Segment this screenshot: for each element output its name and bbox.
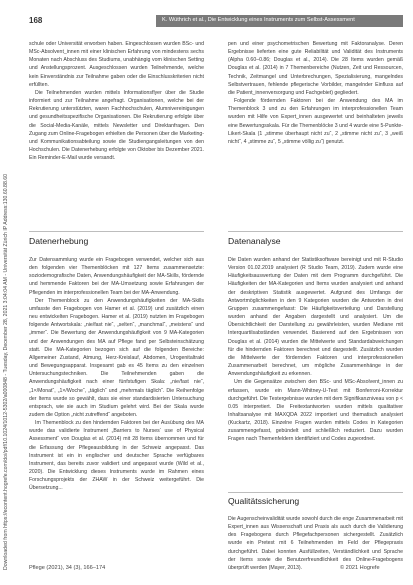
right-column-middle	[228, 256, 403, 482]
paragraph: Folgende fördernden Faktoren bei der Anwendung des MA im Themenblock 3 und zu den Erfahrungen im interprofessionellen Team wurden mit Hilfe von Expert_innen ausgewertet und beinhalteten jeweils eine Bewertungsskala. Für die Themenblöcke 3 und 4 wurde eine 5-Punkte-Likert-Skala (1 „stimme überhaupt nicht zu“, 2 „stimme nicht zu“, 3 „weiß nicht“, 4 „stimme zu“, 5 „stimme völlig zu“) genutzt.	[228, 98, 403, 145]
section-rule	[29, 231, 204, 232]
page-number: 168	[29, 16, 43, 25]
left-column-bottom	[29, 256, 204, 556]
running-header-title: K. Wüthrich et al., Die Entwicklung eines Instruments zum Selbst-Assessment	[162, 17, 355, 23]
paragraph: Zur Datensammlung wurde ein Fragebogen verwendet, welcher sich aus den folgenden vier Themenblöcken mit 127 Items zusammensetzte: soziodemografische Daten, Anwendungshäufigkeit der MA-Skills, fördernde und hemmende Faktoren bei der MA-Umsetzung sowie Erfahrungen der Pflegenden im interprofessionellen Team bei der MA-Anwendung.	[29, 257, 204, 296]
footer-citation: Pflege (2021), 34 (3), 166–174	[29, 565, 106, 571]
paragraph: pen und einer psychometrischen Bewertung mit Faktoranalyse. Deren Ergebnisse lieferten eine gute Reliabilität und Validität des Instruments (Alpha 0.60–0.86; Douglas et al., 2014). Die 28 Items wurden gemäß Douglas et al. (2014) in 7 Themenbereiche (Nutzen, Zeit und Ressourcen, Technik, Zeitmangel und Unterbrechungen, Spezialisierung, mangelndes Selbstvertrauen, fehlende pflegerische Vorbilder, mangelnder Einfluss auf die Patient_innenversorgung und Fachgebiet) gegliedert.	[228, 41, 403, 96]
paragraph: Die Teilnehmenden wurden mittels Informationsflyer über die Studie informiert und zur Teilnahme angefragt. Organisationen, welche bei der Rekrutierung unterstützten, waren Fachhochschulen, Alumnivereinigungen und gesundheitsspezifische Organisationen. Die Rekrutierung erfolgte über die Social-Media-Kanäle, mittels Newsletter und Direktanfragen. Den Zugang zum Online-Fragebogen erhielten die Personen über die Marketing- und Kommunikationsabteilung sowie die Studiengangsleitungen von den Hochschulen. Die Datenerhebung erfolgte von Oktober bis Dezember 2021. Ein Reminder-E-Mail wurde versandt.	[29, 89, 204, 162]
download-sidebar	[2, 10, 11, 570]
left-column-top	[29, 40, 204, 218]
section-heading-datenanalyse: Datenanalyse	[228, 236, 281, 246]
section-heading-datenerhebung: Datenerhebung	[29, 236, 89, 246]
paragraph: Der Themenblock zu den Anwendungshäufigkeiten der MA-Skills umfasste den Fragebogen von Hamer et al. (2019) und zusätzlich einen neu entwickelten Fragebogen. Hamer et al. (2019) nutzten im Fragebogen folgende Antwortskala: „nie/fast nie“, „selten“, „manchmal“, „meistens“ und „immer“. Die Bewertung der Anwendungshäufigkeit von 9 MA-Kategorien und der Anwendungen des MA auf Pflege fand per Selbsteinschätzung statt. Die MA-Kategorien bezogen sich auf die folgenden Bereiche: Allgemeiner Zustand, Atmung, Herz-Kreislauf, Abdomen, Urogenitaltrakt und Bewegungsapparat. Insgesamt gab es 45 Items zu den einzelnen Untersuchungstechniken. Die Teilnehmenden gaben die Anwendungshäufigkeit nach einer fünfstufigen Skala: „nie/fast nie“, „1×/Monat“, „1×/Woche“, „täglich“ und „mehrmals täglich“. Die Reihenfolge der Items wurde so gewählt, dass sie einer standardisierten Untersuchung entsprach, wie sie auch im Studium gelehrt wird. Bei der Skala wurde zudem die Option „nicht zutreffend“ angeboten.	[29, 297, 204, 418]
section-rule	[228, 492, 403, 493]
right-column-top	[228, 40, 403, 218]
paragraph: Im Themenblock zu den hindernden Faktoren bei der Ausübung des MA wurde das validierte Instrument „Barriers to Nurses‘ use of Physical Assessment“ von Douglas et al. (2014) mit 28 Items übernommen und für die Erfassung der Pflegeausbildung in der Schweiz angepasst. Das Instrument ist ein in englischer und deutscher Sprache verfügbares Instrument, das bereits zuvor validiert und angepasst wurde (Wild et al., 2020). Die Entwicklung dieses Instruments wurde im Rahmen eines Forschungsprojekts der ZHAW in der Schweiz weitergeführt. Die Übersetzung...	[29, 420, 204, 492]
download-sidebar-text: Downloaded from https://econtent.hogrefe.com/doi/pdf/10.1024/1012-5302/a000848 - Tuesday, December 28, 2021 3:04:04 AM - Universität Zürich IP Address:130.60.88.60	[3, 173, 9, 570]
paragraph: Um die Gegensätze zwischen den BSc- und MSc-Absolvent_innen zu erfassen, wurde ein Mann-Whitney-U-Test mit Bonferroni-Korrektur durchgeführt. Die Testergebnisse wurden mit dem Signifikanzniveau von p < 0.05 interpretiert. Die Freitextantworten wurden mittels qualitativer Inhaltsanalyse mit MAXQDA 2022 importiert und thematisch analysiert (Kuckartz, 2018). Einzelne Fragen wurden mittels Codes in Kategorien zusammengefasst, gebündelt und schließlich reduziert. Dazu wurden Fragen nach Themenfeldern identifiziert und Codes zugeordnet.	[228, 379, 403, 443]
paragraph: Die Daten wurden anhand der Statistiksoftware bereinigt und mit R-Studio Version 01.02.2019 analysiert (R Studio Team, 2019). Zudem wurde eine Häufigkeitsauswertung der Daten mit dem Programm durchgeführt. Die Häufigkeiten der MA-Kategorien und Items wurden analysiert und anhand der deskriptiven Statistik ausgewertet. Aufgrund des Umfangs der Antwortmöglichkeiten in den 9 Kategorien wurden die Antworten in drei Gruppen zusammengefasst: Die Häufigkeitsverteilung und Darstellung wurden anhand der Angaben dargestellt und analysiert. Um die Übersichtlichkeit der Darstellung zu gewährleisten, wurden Mediane mit Interquartilsabständen verwendet. Basierend auf den Ergebnissen von Douglas et al. (2014) wurden die Mittelwerte und Standardabweichungen für die hindernden Faktoren berechnet und dargestellt. Zusätzlich wurden die Mittelwerte der fördernden Faktoren und interprofessionellen Zusammenarbeit berechnet, um mögliche Zusammenhänge in der Anwendungshäufigkeit zu erkennen.	[228, 257, 403, 378]
paragraph: schule oder Universität erworben haben. Eingeschlossen wurden BSc- und MSc-Absolvent_innen mit einer klinischen Erfahrung von mindestens sechs Monaten nach Abschluss des Studiums, unabhängig vom klinischen Setting und Anstellungsprozent. Ausgeschlossen wurden Teilnehmende, welche kein Einverständnis zur Teilnahme gaben oder die Einschlusskriterien nicht erfüllten.	[29, 41, 204, 88]
paragraph: Die Augenscheinvalidität wurde sowohl durch die enge Zusammenarbeit mit Expert_innen aus Wissenschaft und Praxis als auch durch die Validierung des Fragebogens durch Pflegefachpersonen sichergestellt. Zusätzlich wurde ein Pretest mit 6 Teilnehmenden im Feld der Pflegepraxis durchgeführt. Dabei konnten Ausfüllzeiten, Verständlichkeit und Sprache der Items sowie die Benutzerfreundlichkeit des Online-Fragebogens überprüft werden (Mayer, 2013).	[228, 516, 403, 571]
section-rule	[228, 231, 403, 232]
footer-copyright: © 2021 Hogrefe	[340, 565, 380, 571]
section-heading-qualitaetssicherung: Qualitätssicherung	[228, 496, 300, 506]
